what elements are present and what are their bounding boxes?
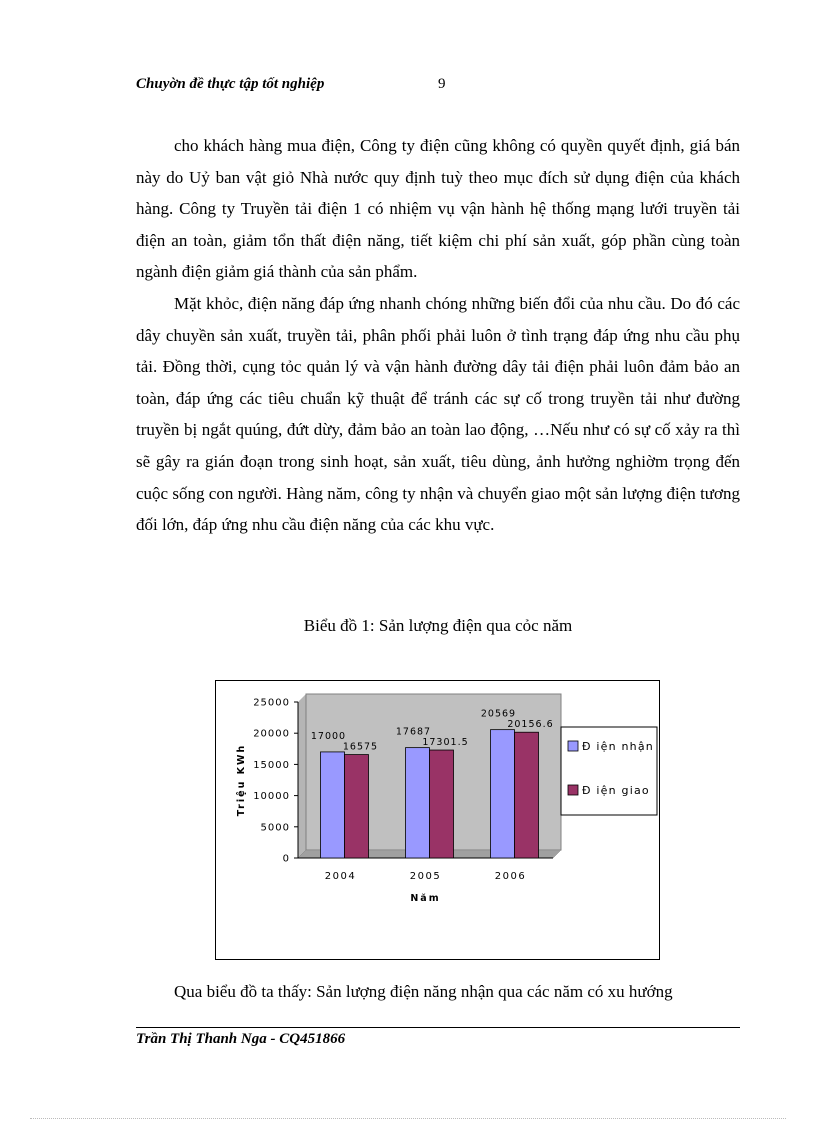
data-label: 16575 xyxy=(342,741,379,753)
legend-label: Đ iện giao xyxy=(582,784,650,797)
footer-divider xyxy=(136,1027,740,1028)
legend-swatch xyxy=(568,785,578,795)
data-label: 17301.5 xyxy=(422,737,469,749)
body-text xyxy=(136,130,740,541)
footer-author: Trần Thị Thanh Nga - CQ451866 xyxy=(136,1031,346,1047)
bar-dien-giao xyxy=(515,732,539,858)
y-axis-label: Triệu KWh xyxy=(236,743,247,817)
y-tick-label: 20000 xyxy=(253,728,290,740)
data-label: 17000 xyxy=(310,730,347,742)
chart-frame xyxy=(215,680,660,960)
bar-dien-nhan xyxy=(321,752,345,858)
data-label: 20156.6 xyxy=(507,719,554,731)
legend-label: Đ iện nhận xyxy=(582,740,654,753)
header-title: Chuyờn đề thực tập tốt nghiệp xyxy=(136,76,325,92)
y-tick-label: 5000 xyxy=(260,822,290,834)
x-axis-label: Năm xyxy=(410,893,441,904)
page-number: 9 xyxy=(438,76,446,92)
page-edge-divider xyxy=(30,1118,786,1119)
y-tick-label: 0 xyxy=(282,853,290,865)
y-tick-label: 25000 xyxy=(253,697,290,709)
bar-dien-giao xyxy=(345,755,369,858)
chart-caption: Biểu đồ 1: Sản lượng điện qua cỏc năm xyxy=(303,616,573,635)
data-label: 17687 xyxy=(395,726,432,738)
bar-chart xyxy=(216,681,659,959)
paragraph-1: cho khách hàng mua điện, Công ty điện cũng không có quyền quyết định, giá bán này do Uỷ ban vật giỏ Nhà nước quy định tuỳ theo mục đích sử dụng điện của khách hàng. Công ty Truyền tải điện 1 có nhiệm vụ vận hành hệ thống mạng lưới truyền tải điện an toàn, giảm tổn thất điện năng, tiết kiệm chi phí sản xuất, góp phần cùng toàn ngành điện giảm giá thành của sản phẩm. xyxy=(136,136,740,282)
paragraph-2: Mặt khỏc, điện năng đáp ứng nhanh chóng những biến đổi của nhu cầu. Do đó các dây chuyền sản xuất, truyền tải, phân phối phải luôn ở tình trạng đáp ứng nhu cầu phụ tải. Đồng thời, cụng tỏc quản lý và vận hành đường dây tải điện phải luôn đảm bảo an toàn, đáp ứng các tiêu chuẩn kỹ thuật để tránh các sự cố trong truyền tải như đường truyền bị ngắt quúng, đứt dừy, đảm bảo an toàn lao động, …Nếu như có sự cố xảy ra thì sẽ gây ra gián đoạn trong sinh hoạt, sản xuất, tiêu dùng, ảnh hưởng nghiờm trọng đến cuộc sống con người. Hàng năm, công ty nhận và chuyển giao một sản lượng điện tương đối lớn, đáp ứng nhu cầu điện năng của các khu vực. xyxy=(136,293,740,535)
x-tick-label: 2006 xyxy=(494,871,527,882)
page-header xyxy=(136,76,736,98)
x-tick-label: 2005 xyxy=(409,871,442,882)
paragraph-3: Qua biểu đồ ta thấy: Sản lượng điện năng nhận qua các năm có xu hướng xyxy=(174,982,673,1001)
bar-dien-nhan xyxy=(491,730,515,858)
y-tick-label: 10000 xyxy=(253,791,290,803)
x-tick-label: 2004 xyxy=(324,871,357,882)
legend-swatch xyxy=(568,741,578,751)
data-label: 20569 xyxy=(480,708,517,720)
bar-dien-giao xyxy=(430,750,454,858)
plot-side-wall xyxy=(298,694,306,858)
bar-dien-nhan xyxy=(406,748,430,858)
y-tick-label: 15000 xyxy=(253,759,290,771)
